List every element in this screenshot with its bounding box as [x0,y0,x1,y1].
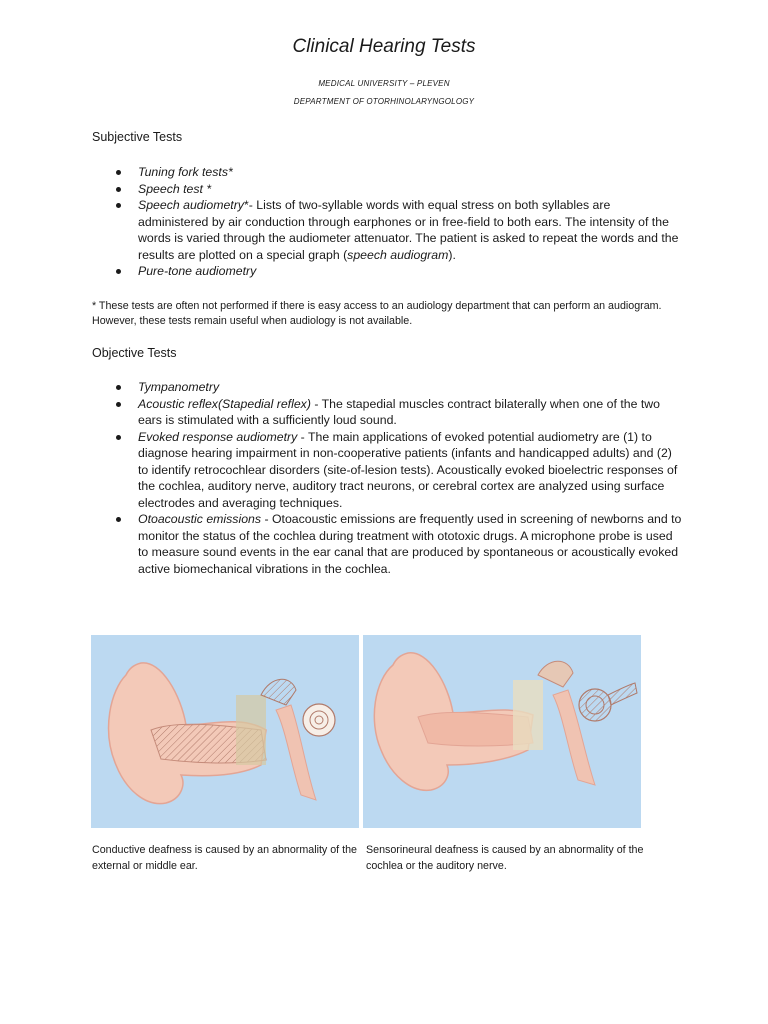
test-term: Acoustic reflex(Stapedial reflex) [138,396,311,411]
list-item [92,181,682,198]
sensorineural-deafness-illustration [363,635,641,828]
objective-heading: Objective Tests [92,346,177,360]
sensorineural-caption: Sensorineural deafness is caused by an abnormality of the cochlea or the auditory nerve. [366,844,644,872]
bullet-icon [116,269,121,274]
test-description: ). [448,247,456,262]
list-item [92,511,682,577]
test-description: - Otoacoustic emissions are frequently used in screening of newborns and to monitor the status of the cochlea during treatment with ototoxic drugs. A microphone probe is used to measure sound events in the ear canal that are produced by spontaneous or acoustically evoked active biomechanical vibrations in the cochlea. [138,512,682,576]
test-term: Tympanometry [138,380,220,394]
bullet-icon [116,435,121,440]
list-item [92,429,682,512]
bullet-icon [116,203,121,208]
test-term: Tuning fork tests* [138,165,233,179]
subjective-list [92,164,682,280]
bullet-icon [116,402,121,407]
bullet-icon [116,170,121,175]
list-item [92,263,682,280]
document-title: Clinical Hearing Tests [292,36,476,57]
test-description: - The main applications of evoked potential audiometry are (1) to diagnose hearing impairment in non-cooperative patients (infants and handicapped adults) and (2) to identify retrocochlear disorders (site-of-lesion tests). Acoustically evoked bioelectric responses of the cochlea, auditory nerve, auditory tract neurons, or cerebral cortex are analyzed using surface electrodes and averaging techniques. [138,429,678,510]
ear-anatomy-image [91,635,359,828]
institution-name: MEDICAL UNIVERSITY – PLEVEN [318,79,450,88]
bullet-icon [116,187,121,192]
test-term: Pure-tone audiometry [138,264,257,278]
test-term: Otoacoustic emissions [138,512,262,526]
test-description: - The stapedial muscles contract bilaterally when one of the two ears is stimulated with a sufficiently loud sound. [138,396,660,427]
objective-list [92,379,682,577]
list-item [92,396,682,429]
bullet-icon [116,517,121,522]
ear-anatomy-image [363,635,641,828]
list-item [92,164,682,181]
test-description: *- Lists of two-syllable words with equal stress on both syllables are administered by air conduction through earphones or in free-field to both ears. The intensity of the words is varied through the audiometer attenuator. The patient is asked to repeat the words and the results are plotted on a special graph ( [138,198,679,262]
footnote: * These tests are often not performed if there is easy access to an audiology department that can perform an audiogram. However, these tests remain useful when audiology is not available. [92,300,662,327]
subjective-heading: Subjective Tests [92,130,183,144]
bullet-icon [116,385,121,390]
list-item [92,379,682,396]
conductive-caption: Conductive deafness is caused by an abnormality of the external or middle ear. [92,844,357,872]
department-name: DEPARTMENT OF OTORHINOLARYNGOLOGY [293,97,475,106]
test-term: Speech test * [138,181,212,196]
conductive-deafness-illustration [91,635,359,828]
test-term: Speech audiometry [138,198,244,212]
test-term: speech audiogram [347,247,449,262]
test-term: Evoked response audiometry [138,429,298,444]
list-item [92,197,682,263]
